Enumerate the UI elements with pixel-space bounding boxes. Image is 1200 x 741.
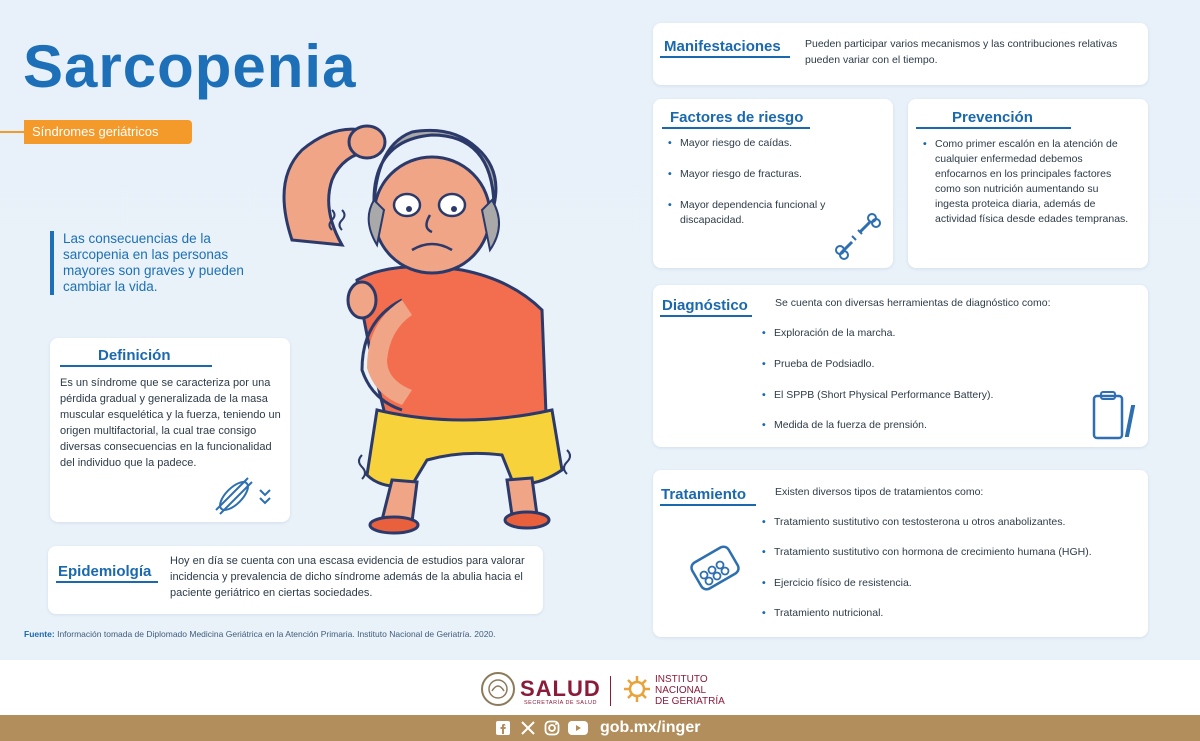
factores-item-3: • Mayor dependencia funcional y discapacidad. [680,198,840,228]
youtube-icon[interactable] [568,721,588,735]
epidemiologia-text: Hoy en día se cuenta con una escasa evidencia de estudios para valorar incidencia y prevalencia de dicho síndrome además de la abulia hacia el paciente geriátrico en ciertas sociedades. [170,555,525,599]
manifestaciones-heading: Manifestaciones [664,38,781,55]
definicion-text: Es un síndrome que se caracteriza por una pérdida gradual y generalizada de la masa muscular esquelética y la fuerza, teniendo un origen multifactorial, la cual trae consigo diversas consecuencias en la funcionalidad del individuo que la padece. [60,377,281,469]
x-twitter-icon[interactable] [520,720,536,736]
epidemiologia-heading: Epidemiolgía [58,563,152,580]
prevencion-underline [916,127,1071,129]
diagnostico-item-2: • Prueba de Podsiadlo. [774,357,874,372]
tratamiento-item-2: • Tratamiento sustitutivo con hormona de crecimiento humana (HGH). [774,545,1092,560]
quote-text: Las consecuencias de la sarcopenia en las personas mayores son graves y pueden cambiar la vida. [50,231,250,295]
salud-logo-text: SALUD [520,676,601,701]
prevencion-heading: Prevención [952,109,1033,126]
government-seal-icon [480,671,516,707]
category-tag: Síndromes geriátricos [24,120,192,144]
salud-subtitle: SECRETARÍA DE SALUD [524,700,597,706]
facebook-icon[interactable] [495,720,511,736]
tag-line [0,131,24,133]
factores-item-1: • Mayor riesgo de caídas. [680,136,870,151]
factores-underline [662,127,810,129]
factores-item-2: • Mayor riesgo de fracturas. [680,167,870,182]
diagnostico-underline [660,315,752,317]
footer-divider [610,676,611,706]
inger-logo-icon [622,674,652,704]
tratamiento-underline [660,504,756,506]
page-title: Sarcopenia [23,33,357,100]
source-text: Información tomada de Diplomado Medicina Geriátrica en la Atención Primaria. Instituto Nacional de Geriatría. 2020. [57,629,496,639]
definicion-underline [60,365,212,367]
source-note [24,629,496,639]
elderly-man-illustration [262,110,592,540]
diagnostico-heading: Diagnóstico [662,297,748,314]
prevencion-text: • Como primer escalón en la atención de cualquier enfermedad debemos enfocarnos en los principales factores como son nutrición aumentando su ingesta proteica diaria, además de actividad física desde edades tempranas. [935,137,1130,227]
diagnostico-intro: Se cuenta con diversas herramientas de diagnóstico como: [775,297,1051,309]
diagnostico-item-3: • El SPPB (Short Physical Performance Battery). [774,388,993,403]
diagnostico-item-4: • Medida de la fuerza de prensión. [774,418,927,433]
factores-heading: Factores de riesgo [670,109,804,126]
manifestaciones-text: Pueden participar varios mecanismos y las contribuciones relativas pueden variar con el tiempo. [805,38,1118,66]
inger-line-2: NACIONAL [655,685,707,696]
tratamiento-item-4: • Tratamiento nutricional. [774,606,883,621]
website-link[interactable]: gob.mx/inger [600,719,701,736]
muscle-icon [210,470,280,518]
tratamiento-item-3: • Ejercicio físico de resistencia. [774,576,912,591]
inger-line-1: INSTITUTO [655,674,708,685]
epidemiologia-underline [56,581,158,583]
inger-line-3: DE GERIATRÍA [655,696,725,707]
diagnostico-item-1: • Exploración de la marcha. [774,326,895,341]
pill-pack-icon [688,545,742,593]
instagram-icon[interactable] [544,720,560,736]
source-label: Fuente: [24,629,55,639]
tratamiento-item-1: • Tratamiento sustitutivo con testosterona u otros anabolizantes. [774,515,1065,530]
tratamiento-intro: Existen diversos tipos de tratamientos como: [775,486,984,498]
tratamiento-heading: Tratamiento [661,486,747,503]
clipboard-icon [1090,390,1136,442]
broken-bone-icon [832,210,882,260]
manifestaciones-underline [660,56,790,58]
definicion-heading: Definición [98,347,171,364]
